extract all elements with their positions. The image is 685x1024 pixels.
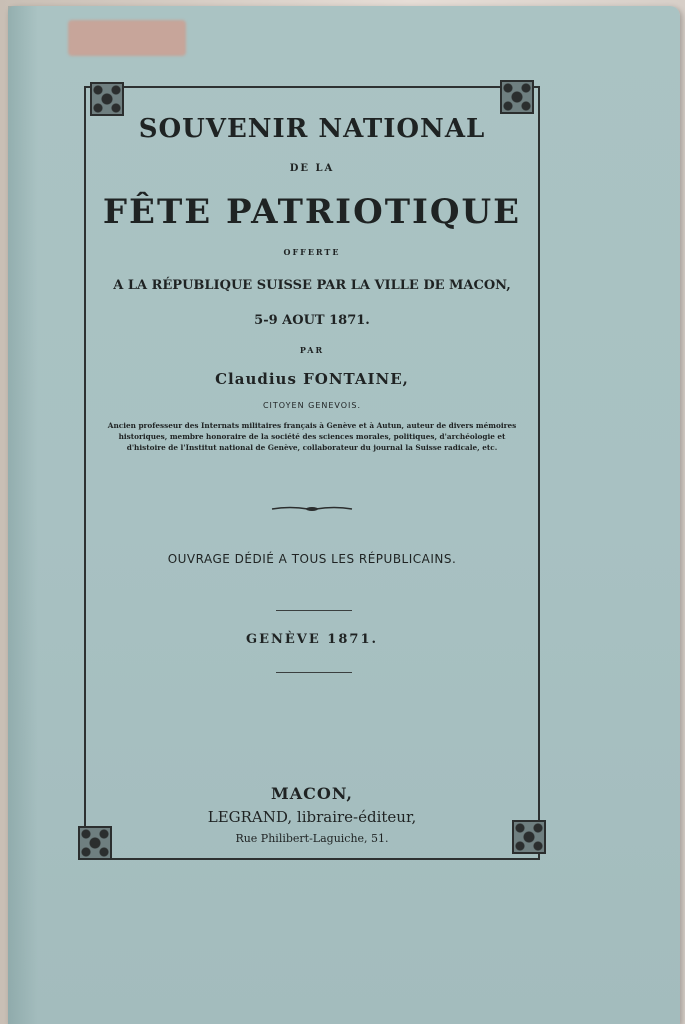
publisher-address: Rue Philibert-Laguiche, 51. [235, 832, 389, 845]
corner-ornament-icon [90, 82, 124, 116]
publisher-city: MACON, [271, 784, 353, 803]
event-date: 5-9 AOUT 1871. [254, 313, 370, 328]
offered-to-line: A LA RÉPUBLIQUE SUISSE PAR LA VILLE DE MACON, [113, 278, 511, 293]
library-stamp [68, 20, 186, 56]
author-status: CITOYEN GENEVOIS. [262, 401, 362, 410]
offered-label: OFFERTE [283, 247, 341, 257]
title-line-souvenir: SOUVENIR NATIONAL [138, 114, 486, 144]
corner-ornament-icon [500, 80, 534, 114]
divider-flourish-icon [270, 505, 354, 513]
by-label: PAR [299, 345, 325, 355]
dedication: OUVRAGE DÉDIÉ A TOUS LES RÉPUBLICAINS. [167, 552, 457, 566]
place-year: GENÈVE 1871. [245, 632, 379, 647]
divider-rule [276, 610, 352, 611]
spine-shadow [8, 6, 38, 1024]
publisher-name: LEGRAND, libraire-éditeur, [207, 808, 417, 826]
author-bio: Ancien professeur des Internats militaires français à Genève et à Autun, auteur de divers mémoires historiques, membre honoraire de la société des sciences morales, politiques, d'archéologie et d'histoire de l'Institut national de Genève, collaborateur du journal la Suisse radicale, etc. [107, 421, 517, 452]
title-connector: DE LA [289, 163, 335, 174]
divider-rule [276, 672, 352, 673]
main-title: FÊTE PATRIOTIQUE [102, 192, 522, 232]
author-name: Claudius FONTAINE, [215, 370, 409, 388]
